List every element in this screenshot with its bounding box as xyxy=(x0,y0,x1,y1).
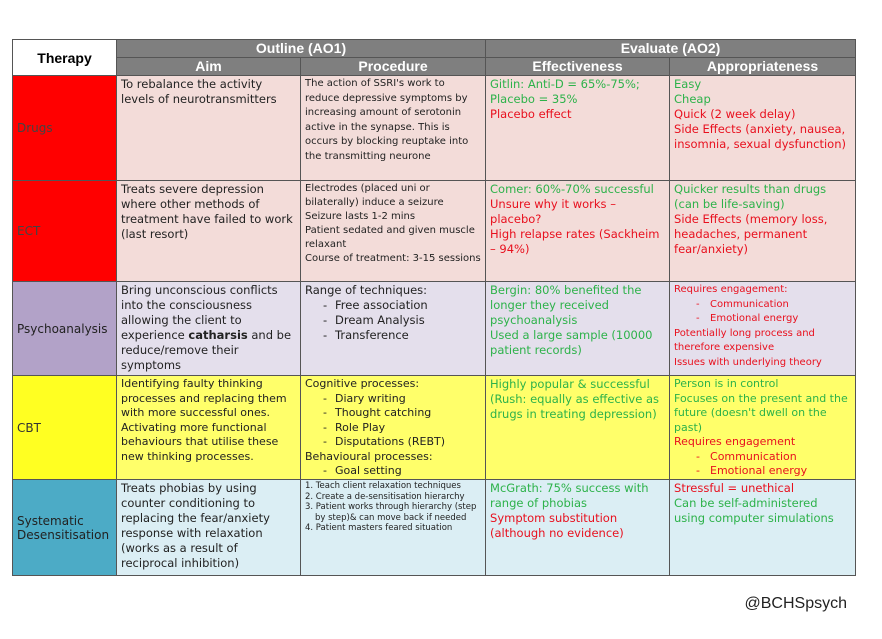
drugs-procedure: The action of SSRI's work to reduce depressive symptoms by increasing amount of serotonin active in the synapse. This is occurs by blocking reuptake into the transmitting neurone xyxy=(301,76,486,181)
psychoanalysis-effectiveness xyxy=(486,282,670,376)
list-item: 4. Patient masters feared situation xyxy=(305,523,453,533)
ect-eff-line1: Comer: 60%-70% successful xyxy=(490,182,654,196)
cbt-app-list xyxy=(674,450,851,479)
cbt-proc-intro1: Cognitive processes: xyxy=(305,377,420,390)
psy-app-line3: Issues with underlying theory xyxy=(674,356,822,368)
header-evaluate: Evaluate (AO2) xyxy=(486,40,856,58)
sd-app-line2: Can be self-administered using computer simulations xyxy=(674,496,834,525)
drugs-effectiveness xyxy=(486,76,670,181)
header-effectiveness: Effectiveness xyxy=(486,58,670,76)
header-therapy: Therapy xyxy=(13,40,117,76)
sd-app-line1: Stressful = unethical xyxy=(674,481,795,495)
list-item: - Emotional energy xyxy=(674,464,851,479)
header-appropriateness: Appropriateness xyxy=(670,58,856,76)
cbt-app-line1: Person is in control xyxy=(674,377,779,390)
list-item: 2. Create a de-sensitisation hierarchy xyxy=(305,491,465,502)
cbt-app-line3: Requires engagement xyxy=(674,435,796,448)
psychoanalysis-appropriateness xyxy=(670,282,856,376)
psy-eff-line2: Used a large sample (10000 patient records) xyxy=(490,328,653,357)
ect-eff-line2: Unsure why it works – placebo? xyxy=(490,197,616,226)
ect-app-line2: Side Effects (memory loss, headaches, permanent fear/anxiety) xyxy=(674,212,828,256)
drugs-app-line4: Side Effects (anxiety, nausea, insomnia, sexual dysfunction) xyxy=(674,122,846,151)
ect-eff-line3: High relapse rates (Sackheim – 94%) xyxy=(490,227,660,256)
ect-proc-line3: Patient sedated and given muscle relaxant xyxy=(305,225,475,250)
list-item: - Diary writing xyxy=(305,392,481,407)
ect-appropriateness xyxy=(670,181,856,282)
header-aim: Aim xyxy=(117,58,301,76)
psy-app-list xyxy=(674,298,851,327)
list-item: - Dream Analysis xyxy=(305,313,481,328)
sd-proc-list xyxy=(305,481,481,534)
sd-effectiveness xyxy=(486,480,670,576)
cbt-aim: Identifying faulty thinking processes and replacing them with more successful ones. Activating more functional behaviours that utilise these new thinking processes. xyxy=(117,376,301,480)
ect-aim: Treats severe depression where other methods of treatment have failed to work (last resort) xyxy=(117,181,301,282)
list-item: - Disputations (REBT) xyxy=(305,435,481,450)
sd-appropriateness xyxy=(670,480,856,576)
list-item: - Transference xyxy=(305,328,481,343)
list-item: - Emotional energy xyxy=(674,312,851,327)
cbt-proc-list2 xyxy=(305,464,481,479)
drugs-app-line3: Quick (2 week delay) xyxy=(674,107,796,121)
list-item: - Role Play xyxy=(305,421,481,436)
row-psychoanalysis xyxy=(13,282,856,376)
row-label-ect: ECT xyxy=(13,181,117,282)
ect-app-line1: Quicker results than drugs (can be life-saving) xyxy=(674,182,827,211)
list-item: - Communication xyxy=(674,450,851,465)
cbt-proc-list1 xyxy=(305,392,481,450)
drugs-app-line2: Cheap xyxy=(674,92,711,106)
row-label-sd: Systematic Desensitisation xyxy=(13,480,117,576)
list-item: - Free association xyxy=(305,298,481,313)
drugs-eff-line2: Placebo = 35% xyxy=(490,92,578,106)
therapy-table xyxy=(12,39,856,576)
list-item: 3. Patient works through hierarchy (step by step)& can move back if needed xyxy=(305,502,477,523)
row-label-psychoanalysis: Psychoanalysis xyxy=(13,282,117,376)
psy-aim-post: and be reduce/remove their symptoms xyxy=(121,328,292,372)
psychoanalysis-aim xyxy=(117,282,301,376)
psy-eff-line1: Bergin: 80% benefited the longer they received psychoanalysis xyxy=(490,283,642,327)
drugs-eff-line3: Placebo effect xyxy=(490,107,572,121)
header-procedure: Procedure xyxy=(301,58,486,76)
list-item: - Goal setting xyxy=(305,464,481,479)
cbt-app-line2: Focuses on the present and the future (doesn't dwell on the past) xyxy=(674,391,848,434)
ect-effectiveness xyxy=(486,181,670,282)
psy-app-line1: Requires engagement: xyxy=(674,284,788,295)
cbt-procedure xyxy=(301,376,486,480)
drugs-app-line1: Easy xyxy=(674,77,702,91)
list-item: 1. Teach client relaxation techniques xyxy=(305,481,461,491)
psy-aim-bold: catharsis xyxy=(188,328,248,342)
psychoanalysis-procedure xyxy=(301,282,486,376)
psy-proc-list xyxy=(305,298,481,343)
ect-proc-line1: Electrodes (placed uni or bilaterally) induce a seizure xyxy=(305,183,444,208)
cbt-appropriateness xyxy=(670,376,856,480)
sd-eff-line2: Symptom substitution (although no evidence) xyxy=(490,511,624,540)
list-item: - Communication xyxy=(674,298,851,313)
cbt-proc-intro2: Behavioural processes: xyxy=(305,449,433,463)
drugs-aim: To rebalance the activity levels of neurotransmitters xyxy=(117,76,301,181)
sd-aim: Treats phobias by using counter conditioning to replacing the fear/anxiety response with relaxation (works as a result of reciprocal inhibition) xyxy=(117,480,301,576)
sd-procedure xyxy=(301,480,486,576)
ect-proc-line2: Seizure lasts 1-2 mins xyxy=(305,211,416,222)
ect-proc-line4: Course of treatment: 3-15 sessions xyxy=(305,253,481,264)
cbt-effectiveness: Highly popular & successful (Rush: equally as effective as drugs in treating depression) xyxy=(486,376,670,480)
row-ect xyxy=(13,181,856,282)
psy-aim-pre: Bring unconscious conflicts into the consciousness allowing the client to experience xyxy=(121,283,278,342)
header-outline: Outline (AO1) xyxy=(117,40,486,58)
row-cbt xyxy=(13,376,856,480)
drugs-eff-line1: Gitlin: Anti-D = 65%-75%; xyxy=(490,77,640,91)
drugs-appropriateness xyxy=(670,76,856,181)
ect-procedure xyxy=(301,181,486,282)
row-label-drugs: Drugs xyxy=(13,76,117,181)
sd-eff-line1: McGrath: 75% success with range of phobias xyxy=(490,481,649,510)
credit-handle: @BCHSpsych xyxy=(744,595,847,612)
list-item: - Thought catching xyxy=(305,406,481,421)
row-drugs xyxy=(13,76,856,181)
psy-app-line2: Potentially long process and therefore expensive xyxy=(674,327,815,353)
row-label-cbt: CBT xyxy=(13,376,117,480)
row-systematic-desensitisation xyxy=(13,480,856,576)
psy-proc-intro: Range of techniques: xyxy=(305,283,428,297)
